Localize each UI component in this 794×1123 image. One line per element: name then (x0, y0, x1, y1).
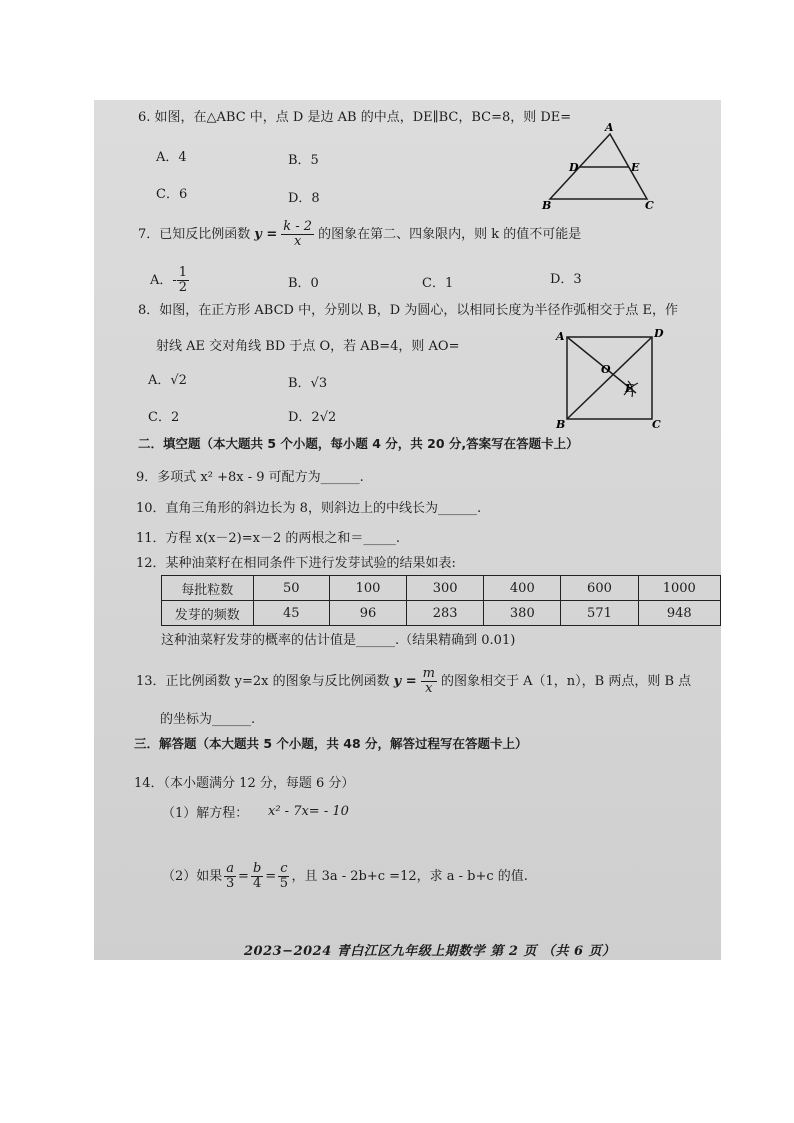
table-cell: 1000 (638, 576, 720, 601)
q13-text (136, 667, 691, 696)
q13-fraction (421, 667, 437, 696)
table-cell: 283 (407, 601, 484, 626)
section-2-heading: 二．填空题（本大题共 5 个小题，每小题 4 分，共 20 分,答案写在答题卡上） (138, 436, 579, 451)
q8-option-d: D．2√2 (288, 410, 337, 425)
square-figure (554, 325, 664, 430)
table-cell: 45 (253, 601, 329, 626)
q7-y: y = (254, 226, 278, 242)
table-cell: 948 (638, 601, 720, 626)
q6-option-b: B．5 (288, 153, 319, 168)
q11-text: 11．方程 x(x－2)=x－2 的两根之和＝_____. (136, 531, 401, 546)
q7-text (138, 220, 581, 249)
frac-c-num: c (280, 861, 288, 876)
q8-option-c: C．2 (148, 410, 180, 425)
table-cell: 100 (329, 576, 406, 601)
frac-a-3 (224, 862, 236, 891)
label-b: B (542, 199, 552, 212)
section-3-heading: 三．解答题（本大题共 5 个小题，共 48 分，解答过程写在答题卡上） (134, 736, 528, 751)
q7-denominator: x (294, 234, 302, 249)
q8-line1: 8．如图，在正方形 ABCD 中，分别以 B，D 为圆心，以相同长度为半径作弧相交于点 E，作 (138, 303, 678, 318)
q7-option-b: B．0 (288, 276, 319, 291)
q14-part1-label: （1）解方程： (162, 806, 249, 821)
equals-sign: = (265, 868, 277, 884)
germination-table (161, 575, 721, 626)
diagonal-bd (567, 337, 652, 419)
q7-post: 的图象在第二、四象限内，则 k 的值不可能是 (318, 226, 582, 242)
frac-b-num: b (252, 861, 262, 876)
frac-b-4 (251, 862, 263, 891)
label-d: D (654, 327, 664, 340)
q7-fraction (281, 220, 314, 249)
label-a: A (605, 121, 614, 134)
table-cell: 50 (253, 576, 329, 601)
table-row (162, 601, 721, 626)
triangle-figure (539, 120, 664, 210)
q14-part2-label: （2）如果 (162, 868, 223, 884)
table-cell: 400 (484, 576, 561, 601)
frac-a-num: a (226, 861, 235, 876)
frac-b-den: 4 (252, 876, 262, 891)
q8-line2: 射线 AE 交对角线 BD 于点 O，若 AB=4，则 AO= (156, 339, 460, 354)
q6-option-c: C．6 (156, 187, 188, 202)
frac-a-den: 3 (226, 876, 235, 891)
label-e: E (631, 161, 640, 174)
table-cell: 300 (407, 576, 484, 601)
table-cell: 571 (561, 601, 638, 626)
q7-option-c: C．1 (422, 276, 454, 291)
q13-numerator: m (422, 666, 435, 681)
label-a: A (556, 330, 565, 343)
label-d: D (569, 161, 579, 174)
label-b: B (556, 418, 566, 431)
q7-option-a-den: 2 (178, 280, 188, 295)
q7-option-a-fraction (177, 266, 189, 295)
q13-y: y = (393, 673, 417, 689)
table-row-header: 发芽的频数 (162, 601, 254, 626)
q8-option-b: B．√3 (288, 376, 328, 391)
q13-pre: 13．正比例函数 y=2x 的图象与反比例函数 (136, 673, 390, 689)
q7-numerator: k - 2 (283, 219, 313, 234)
q7-option-a (150, 266, 189, 295)
q7-option-a-num: 1 (178, 265, 188, 280)
q6-option-a: A．4 (156, 150, 187, 165)
q6-text: 6. 如图，在△ABC 中，点 D 是边 AB 的中点，DE∥BC，BC=8，则 DE= (138, 110, 572, 125)
q7-option-d: D．3 (550, 272, 582, 287)
frac-c-5 (278, 862, 289, 891)
q14-part2 (162, 862, 528, 891)
q7-pre: 7．已知反比例函数 (138, 226, 251, 242)
q12-text: 12．某种油菜籽在相同条件下进行发芽试验的结果如表: (136, 556, 456, 571)
q14-part1-equation: x² - 7x= - 10 (268, 804, 349, 819)
q10-text: 10．直角三角形的斜边长为 8，则斜边上的中线长为______. (136, 501, 482, 516)
label-e: E (625, 382, 634, 395)
q13-post: 的图象相交于 A（1，n），B 两点，则 B 点 (440, 673, 692, 689)
q13-line2: 的坐标为______. (160, 712, 256, 727)
label-c: C (652, 418, 661, 431)
equals-sign: = (238, 868, 249, 884)
q6-option-d: D．8 (288, 191, 320, 206)
table-cell: 380 (484, 601, 561, 626)
q12-after: 这种油菜籽发芽的概率的估计值是______.（结果精确到 0.01) (161, 633, 516, 648)
table-cell: 96 (329, 601, 406, 626)
q14-part2-post: ，且 3a - 2b+c =12，求 a - b+c 的值. (291, 868, 528, 884)
frac-c-den: 5 (279, 876, 288, 891)
label-o: O (601, 363, 611, 376)
label-c: C (645, 199, 654, 212)
table-cell: 600 (561, 576, 638, 601)
q8-option-a: A．√2 (148, 373, 187, 388)
q9-text: 9．多项式 x² +8x - 9 可配方为______. (136, 470, 364, 485)
table-row (162, 576, 721, 601)
exam-page (94, 100, 721, 960)
table-row-header: 每批粒数 (162, 576, 254, 601)
page-footer: 2023−2024 青白江区九年级上期数学 第 2 页 （共 6 页） (244, 944, 616, 959)
q13-denominator: x (425, 681, 433, 696)
q14-heading: 14．（本小题满分 12 分，每题 6 分） (134, 776, 355, 791)
q7-option-a-prefix: A．- (150, 272, 177, 288)
